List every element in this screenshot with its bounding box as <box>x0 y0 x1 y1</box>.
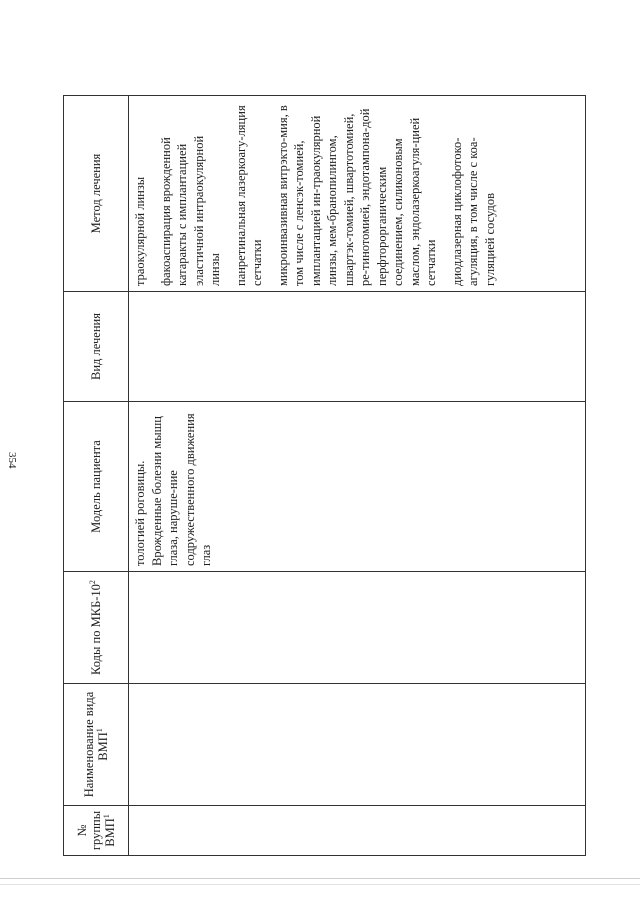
header-icd-codes: Коды по МКБ-$10^2$ <box>64 572 129 684</box>
table-header-row <box>64 96 129 856</box>
header-treatment-type: Вид лечения <box>64 292 129 402</box>
treatment-method-entry: диодлазерная циклофотоко-агуляция, в том числе с коа-гуляцией сосудов <box>449 137 497 286</box>
treatment-method-entry: траокулярной линзы <box>133 176 147 286</box>
rotated-table-page <box>63 96 583 856</box>
cell-treatment-type <box>129 292 586 402</box>
page-number: 354 <box>6 452 18 469</box>
treatment-method-entry: микроинвазивная витрэкто-мия, в том числе с ленсэк-томией, имплантацией ин-траокулярной линзы, мем-бранопилингом, швартэк-томией, швартотомией, ре-тинотомией, эндотампона-дой перфторорганическим соединением, силиконовым маслом, эндолазеркоагуля-цией сетчатки <box>275 105 438 286</box>
cell-patient-model: тологией роговицы. Врожденные болезни мышц глаза, наруше-ние содружественного движения глаз <box>129 402 586 572</box>
table-row <box>129 96 586 856</box>
cell-group-no <box>129 806 586 856</box>
cell-treatment-method <box>129 96 586 292</box>
scan-edge-line <box>0 884 640 885</box>
header-treatment-method: Метод лечения <box>64 96 129 292</box>
cell-icd-codes <box>129 572 586 684</box>
treatment-method-entry: панретинальная лазеркоагу-ляция сетчатки <box>233 105 264 286</box>
header-patient-model: Модель пациента <box>64 402 129 572</box>
scan-edge-line <box>0 878 640 879</box>
header-group-no: № группы ВМП$^1$ <box>64 806 129 856</box>
treatment-method-entry: факоаспирация врожденной катаракты с имплантацией эластичной интраокулярной линзы <box>158 135 222 286</box>
cell-vmp-name <box>129 684 586 806</box>
vmp-table <box>63 95 586 856</box>
header-vmp-name: Наименование вида ВМП$^1$ <box>64 684 129 806</box>
